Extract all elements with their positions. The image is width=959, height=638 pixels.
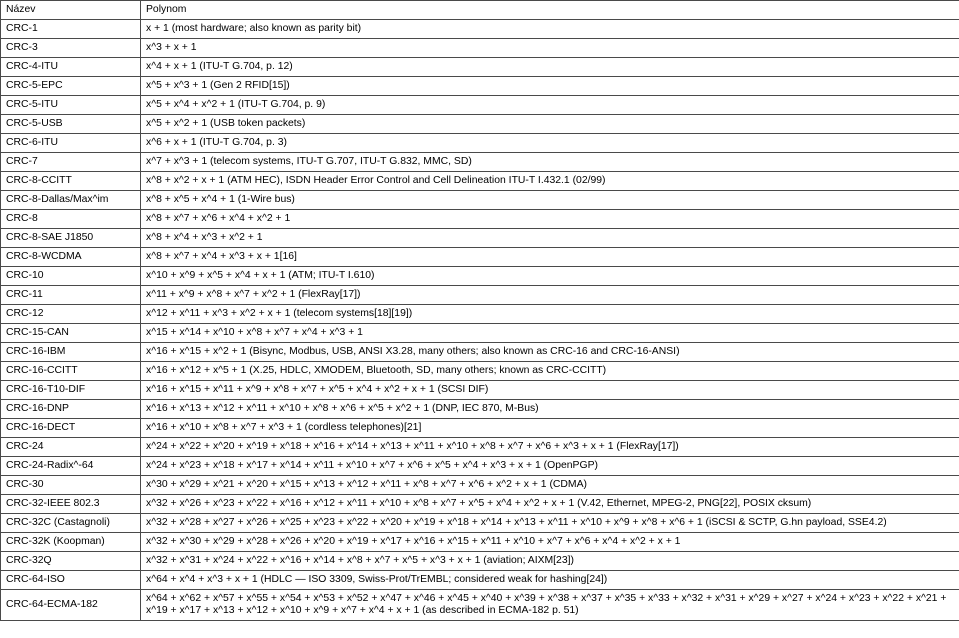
crc-name: CRC-1 xyxy=(1,20,141,39)
crc-polynomial: x^64 + x^4 + x^3 + x + 1 (HDLC — ISO 3309, Swiss-Prot/TrEMBL; considered weak for hashing[24]) xyxy=(141,571,959,590)
crc-name: CRC-32K (Koopman) xyxy=(1,533,141,552)
crc-polynomial: x^3 + x + 1 xyxy=(141,39,959,58)
crc-name: CRC-5-ITU xyxy=(1,96,141,115)
crc-name: CRC-24 xyxy=(1,438,141,457)
crc-polynomial: x^4 + x + 1 (ITU-T G.704, p. 12) xyxy=(141,58,959,77)
crc-name: CRC-3 xyxy=(1,39,141,58)
crc-polynomial: x^7 + x^3 + 1 (telecom systems, ITU-T G.707, ITU-T G.832, MMC, SD) xyxy=(141,153,959,172)
crc-polynomial: x^16 + x^10 + x^8 + x^7 + x^3 + 1 (cordless telephones)[21] xyxy=(141,419,959,438)
crc-name: CRC-16-T10-DIF xyxy=(1,381,141,400)
crc-name: CRC-64-ECMA-182 xyxy=(1,590,141,621)
crc-name: CRC-10 xyxy=(1,267,141,286)
table-row xyxy=(1,590,959,621)
crc-polynomial: x^32 + x^26 + x^23 + x^22 + x^16 + x^12 + x^11 + x^10 + x^8 + x^7 + x^5 + x^4 + x^2 + x + 1 (V.42, Ethernet, MPEG-2, PNG[22], POSIX cksum) xyxy=(141,495,959,514)
crc-polynomial: x^8 + x^7 + x^4 + x^3 + x + 1[16] xyxy=(141,248,959,267)
table-row xyxy=(1,457,959,476)
crc-polynomial: x^5 + x^2 + 1 (USB token packets) xyxy=(141,115,959,134)
crc-polynomial: x^10 + x^9 + x^5 + x^4 + x + 1 (ATM; ITU-T I.610) xyxy=(141,267,959,286)
table-row xyxy=(1,191,959,210)
crc-name: CRC-24-Radix^-64 xyxy=(1,457,141,476)
crc-polynomial: x^8 + x^7 + x^6 + x^4 + x^2 + 1 xyxy=(141,210,959,229)
crc-polynomial: x^16 + x^15 + x^11 + x^9 + x^8 + x^7 + x^5 + x^4 + x^2 + x + 1 (SCSI DIF) xyxy=(141,381,959,400)
table-row xyxy=(1,39,959,58)
crc-name: CRC-7 xyxy=(1,153,141,172)
crc-name: CRC-8-WCDMA xyxy=(1,248,141,267)
table-row xyxy=(1,343,959,362)
crc-polynomial: x^32 + x^28 + x^27 + x^26 + x^25 + x^23 + x^22 + x^20 + x^19 + x^18 + x^14 + x^13 + x^11 + x^10 + x^9 + x^8 + x^6 + 1 (iSCSI & SCTP, G.hn payload, SSE4.2) xyxy=(141,514,959,533)
table-row xyxy=(1,134,959,153)
table-row xyxy=(1,210,959,229)
crc-name: CRC-30 xyxy=(1,476,141,495)
table-row xyxy=(1,286,959,305)
crc-name: CRC-5-EPC xyxy=(1,77,141,96)
crc-polynomial: x^8 + x^2 + x + 1 (ATM HEC), ISDN Header Error Control and Cell Delineation ITU-T I.432.1 (02/99) xyxy=(141,172,959,191)
header-row xyxy=(1,1,959,20)
crc-name: CRC-11 xyxy=(1,286,141,305)
table-row xyxy=(1,419,959,438)
table-row xyxy=(1,495,959,514)
crc-polynomial: x^16 + x^13 + x^12 + x^11 + x^10 + x^8 + x^6 + x^5 + x^2 + 1 (DNP, IEC 870, M-Bus) xyxy=(141,400,959,419)
crc-name: CRC-32C (Castagnoli) xyxy=(1,514,141,533)
crc-name: CRC-12 xyxy=(1,305,141,324)
crc-polynomial: x^32 + x^30 + x^29 + x^28 + x^26 + x^20 + x^19 + x^17 + x^16 + x^15 + x^11 + x^10 + x^7 + x^6 + x^4 + x^2 + x + 1 xyxy=(141,533,959,552)
crc-polynomial: x^16 + x^15 + x^2 + 1 (Bisync, Modbus, USB, ANSI X3.28, many others; also known as CRC-16 and CRC-16-ANSI) xyxy=(141,343,959,362)
crc-name: CRC-8-Dallas/Max^im xyxy=(1,191,141,210)
header-name: Název xyxy=(1,1,141,20)
crc-polynomial: x^12 + x^11 + x^3 + x^2 + x + 1 (telecom systems[18][19]) xyxy=(141,305,959,324)
table-row xyxy=(1,305,959,324)
table-row xyxy=(1,438,959,457)
crc-name: CRC-8-SAE J1850 xyxy=(1,229,141,248)
crc-polynomial: x^15 + x^14 + x^10 + x^8 + x^7 + x^4 + x^3 + 1 xyxy=(141,324,959,343)
table-row xyxy=(1,58,959,77)
table-row xyxy=(1,96,959,115)
crc-polynomial: x^24 + x^23 + x^18 + x^17 + x^14 + x^11 + x^10 + x^7 + x^6 + x^5 + x^4 + x^3 + x + 1 (OpenPGP) xyxy=(141,457,959,476)
crc-name: CRC-32-IEEE 802.3 xyxy=(1,495,141,514)
crc-polynomial: x^24 + x^22 + x^20 + x^19 + x^18 + x^16 + x^14 + x^13 + x^11 + x^10 + x^8 + x^7 + x^6 + x^3 + x + 1 (FlexRay[17]) xyxy=(141,438,959,457)
table-row xyxy=(1,267,959,286)
crc-name: CRC-16-IBM xyxy=(1,343,141,362)
crc-name: CRC-16-DECT xyxy=(1,419,141,438)
table-row xyxy=(1,381,959,400)
crc-name: CRC-6-ITU xyxy=(1,134,141,153)
crc-name: CRC-16-DNP xyxy=(1,400,141,419)
table-row xyxy=(1,229,959,248)
crc-name: CRC-16-CCITT xyxy=(1,362,141,381)
table-header xyxy=(1,1,959,20)
table-body xyxy=(1,20,959,621)
crc-polynomial: x^32 + x^31 + x^24 + x^22 + x^16 + x^14 + x^8 + x^7 + x^5 + x^3 + x + 1 (aviation; AIXM[23]) xyxy=(141,552,959,571)
crc-name: CRC-8 xyxy=(1,210,141,229)
table-row xyxy=(1,533,959,552)
crc-polynomial: x^8 + x^4 + x^3 + x^2 + 1 xyxy=(141,229,959,248)
crc-polynomial: x^5 + x^3 + 1 (Gen 2 RFID[15]) xyxy=(141,77,959,96)
crc-name: CRC-8-CCITT xyxy=(1,172,141,191)
crc-name: CRC-64-ISO xyxy=(1,571,141,590)
table-row xyxy=(1,153,959,172)
table-row xyxy=(1,77,959,96)
table-row xyxy=(1,115,959,134)
crc-name: CRC-4-ITU xyxy=(1,58,141,77)
table-row xyxy=(1,20,959,39)
crc-polynomial: x^30 + x^29 + x^21 + x^20 + x^15 + x^13 + x^12 + x^11 + x^8 + x^7 + x^6 + x^2 + x + 1 (CDMA) xyxy=(141,476,959,495)
crc-polynomial: x + 1 (most hardware; also known as parity bit) xyxy=(141,20,959,39)
table-row xyxy=(1,362,959,381)
crc-polynomial: x^8 + x^5 + x^4 + 1 (1-Wire bus) xyxy=(141,191,959,210)
crc-name: CRC-15-CAN xyxy=(1,324,141,343)
crc-polynomial: x^16 + x^12 + x^5 + 1 (X.25, HDLC, XMODEM, Bluetooth, SD, many others; known as CRC-CCITT) xyxy=(141,362,959,381)
crc-polynomial: x^64 + x^62 + x^57 + x^55 + x^54 + x^53 + x^52 + x^47 + x^46 + x^45 + x^40 + x^39 + x^38 + x^37 + x^35 + x^33 + x^32 + x^31 + x^29 + x^27 + x^24 + x^23 + x^22 + x^21 + x^19 + x^17 + x^13 + x^12 + x^10 + x^9 + x^7 + x^4 + x + 1 (as described in ECMA-182 p. 51) xyxy=(141,590,959,621)
table-row xyxy=(1,248,959,267)
table-row xyxy=(1,172,959,191)
table-row xyxy=(1,400,959,419)
crc-polynomial: x^6 + x + 1 (ITU-T G.704, p. 3) xyxy=(141,134,959,153)
table-row xyxy=(1,552,959,571)
table-row xyxy=(1,514,959,533)
header-polynom: Polynom xyxy=(141,1,959,20)
crc-name: CRC-5-USB xyxy=(1,115,141,134)
table-row xyxy=(1,571,959,590)
crc-name: CRC-32Q xyxy=(1,552,141,571)
table-row xyxy=(1,476,959,495)
crc-polynomial: x^11 + x^9 + x^8 + x^7 + x^2 + 1 (FlexRay[17]) xyxy=(141,286,959,305)
crc-polynomial: x^5 + x^4 + x^2 + 1 (ITU-T G.704, p. 9) xyxy=(141,96,959,115)
table-row xyxy=(1,324,959,343)
